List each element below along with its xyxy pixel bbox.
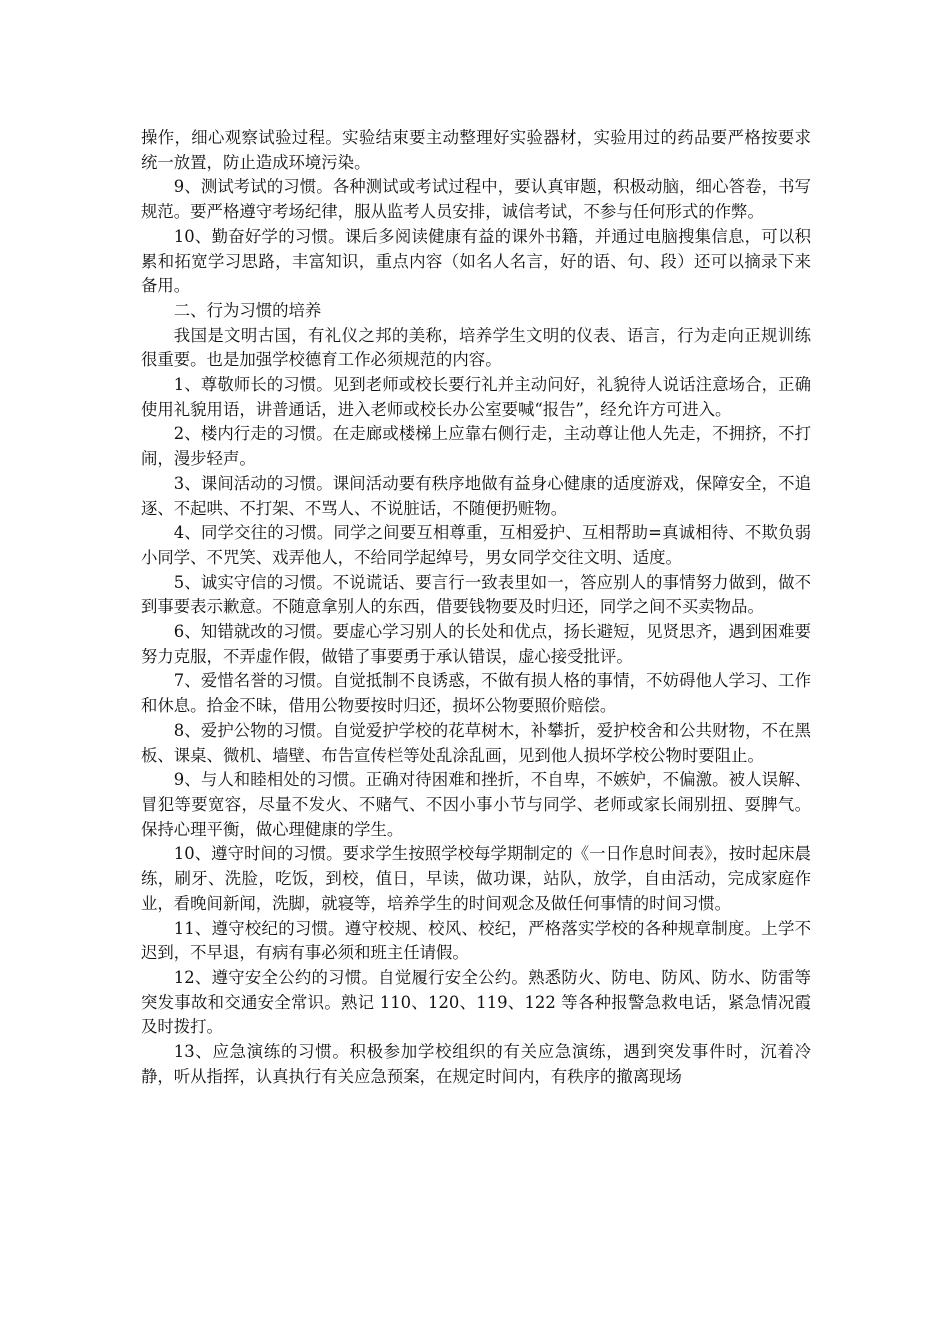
paragraph-continuation: 操作，细心观察试验过程。实验结束要主动整理好实验器材，实验用过的药品要严格按要求统一放置，防止造成环境污染。 xyxy=(141,128,811,172)
paragraph-item-11: 11、遵守校纪的习惯。遵守校规、校风、校纪，严格落实学校的各种规章制度。上学不迟到，不早退，有病有事必须和班主任请假。 xyxy=(141,918,811,963)
paragraph-item-8: 8、爱护公物的习惯。自觉爱护学校的花草树木，补攀折，爱护校舍和公共财物，不在黑板、课桌、微机、墙壁、布告宣传栏等处乱涂乱画，见到他人损坏学校公物时要阻止。 xyxy=(141,720,811,765)
paragraph-item-13: 13、应急演练的习惯。积极参加学校组织的有关应急演练，遇到突发事件时，沉着冷静，听从指挥，认真执行有关应急预案，在规定时间内，有秩序的撤离现场 xyxy=(141,1042,811,1086)
paragraph-item-6: 6、知错就改的习惯。要虚心学习别人的长处和优点，扬长避短，见贤思齐，遇到困难要努力克服，不弄虚作假，做错了事要勇于承认错误，虚心接受批评。 xyxy=(141,622,811,666)
paragraph-item-4: 4、同学交往的习惯。同学之间要互相尊重，互相爱护、互相帮助=真诚相待、不欺负弱小同学、不咒笑、戏弄他人，不给同学起绰号，男女同学交往文明、适度。 xyxy=(141,523,811,567)
paragraph-item-1: 1、尊敬师长的习惯。见到老师或校长要行礼并主动问好，礼貌待人说话注意场合，正确使用礼貌用语，讲普通话，进入老师或校长办公室要喊“报告”，经允许方可进入。 xyxy=(141,375,811,419)
section-heading-behavior: 二、行为习惯的培养 xyxy=(173,300,322,320)
paragraph-item-9: 9、与人和睦相处的习惯。正确对待困难和挫折，不自卑，不嫉妒，不偏激。被人误解、冒犯等要宽容，尽量不发火、不赌气、不因小事小节与同学、老师或家长闹别扭、耍脾气。保持心理平衡，做心理健康的学生。 xyxy=(141,770,811,839)
paragraph-item-3: 3、课间活动的习惯。课间活动要有秩序地做有益身心健康的适度游戏，保障安全，不追逐、不起哄、不打架、不骂人、不说脏话，不随便扔赃物。 xyxy=(141,473,811,518)
paragraph-test-habit: 9、测试考试的习惯。各种测试或考试过程中，要认真审题，积极动脑，细心答卷，书写规范。要严格遵守考场纪律，服从监考人员安排，诚信考试，不参与任何形式的作弊。 xyxy=(141,177,811,222)
paragraph-intro: 我国是文明古国，有礼仪之邦的美称，培养学生文明的仪表、语言，行为走向正规训练很重要。也是加强学校德育工作必须规范的内容。 xyxy=(141,325,811,370)
paragraph-item-5: 5、诚实守信的习惯。不说谎话、要言行一致表里如一，答应别人的事情努力做到，做不到事要表示歉意。不随意拿别人的东西，借要钱物要及时归还，同学之间不买卖物品。 xyxy=(141,572,811,617)
paragraph-study-habit: 10、勤奋好学的习惯。课后多阅读健康有益的课外书籍，并通过电脑搜集信息，可以积累和拓宽学习思路，丰富知识，重点内容（如名人名言，好的语、句、段）还可以摘录下来备用。 xyxy=(141,226,811,296)
paragraph-item-12: 12、遵守安全公约的习惯。自觉履行安全公约。熟悉防火、防电、防风、防水、防雷等突发事故和交通安全常识。熟记 110、120、119、122 等各种报警急救电话，紧急情况霞及时拨打。 xyxy=(141,967,811,1037)
document-body xyxy=(141,126,811,1089)
paragraph-item-7: 7、爱惜名誉的习惯。自觉抵制不良诱惑，不做有损人格的事情，不妨碍他人学习、工作和休息。拾金不昧，借用公物要按时归还，损坏公物要照价赔偿。 xyxy=(141,671,811,716)
paragraph-item-2: 2、楼内行走的习惯。在走廊或楼梯上应靠右侧行走，主动尊让他人先走，不拥挤，不打闹，漫步轻声。 xyxy=(141,424,811,469)
paragraph-item-10: 10、遵守时间的习惯。要求学生按照学校每学期制定的《一日作息时间表》，按时起床晨练，刷牙、洗脸，吃饭，到校，值日，早读，做功课，站队，放学，自由活动，完成家庭作业，看晚间新闻，洗脚，就寝等，培养学生的时间观念及做任何事情的时间习惯。 xyxy=(141,844,811,913)
